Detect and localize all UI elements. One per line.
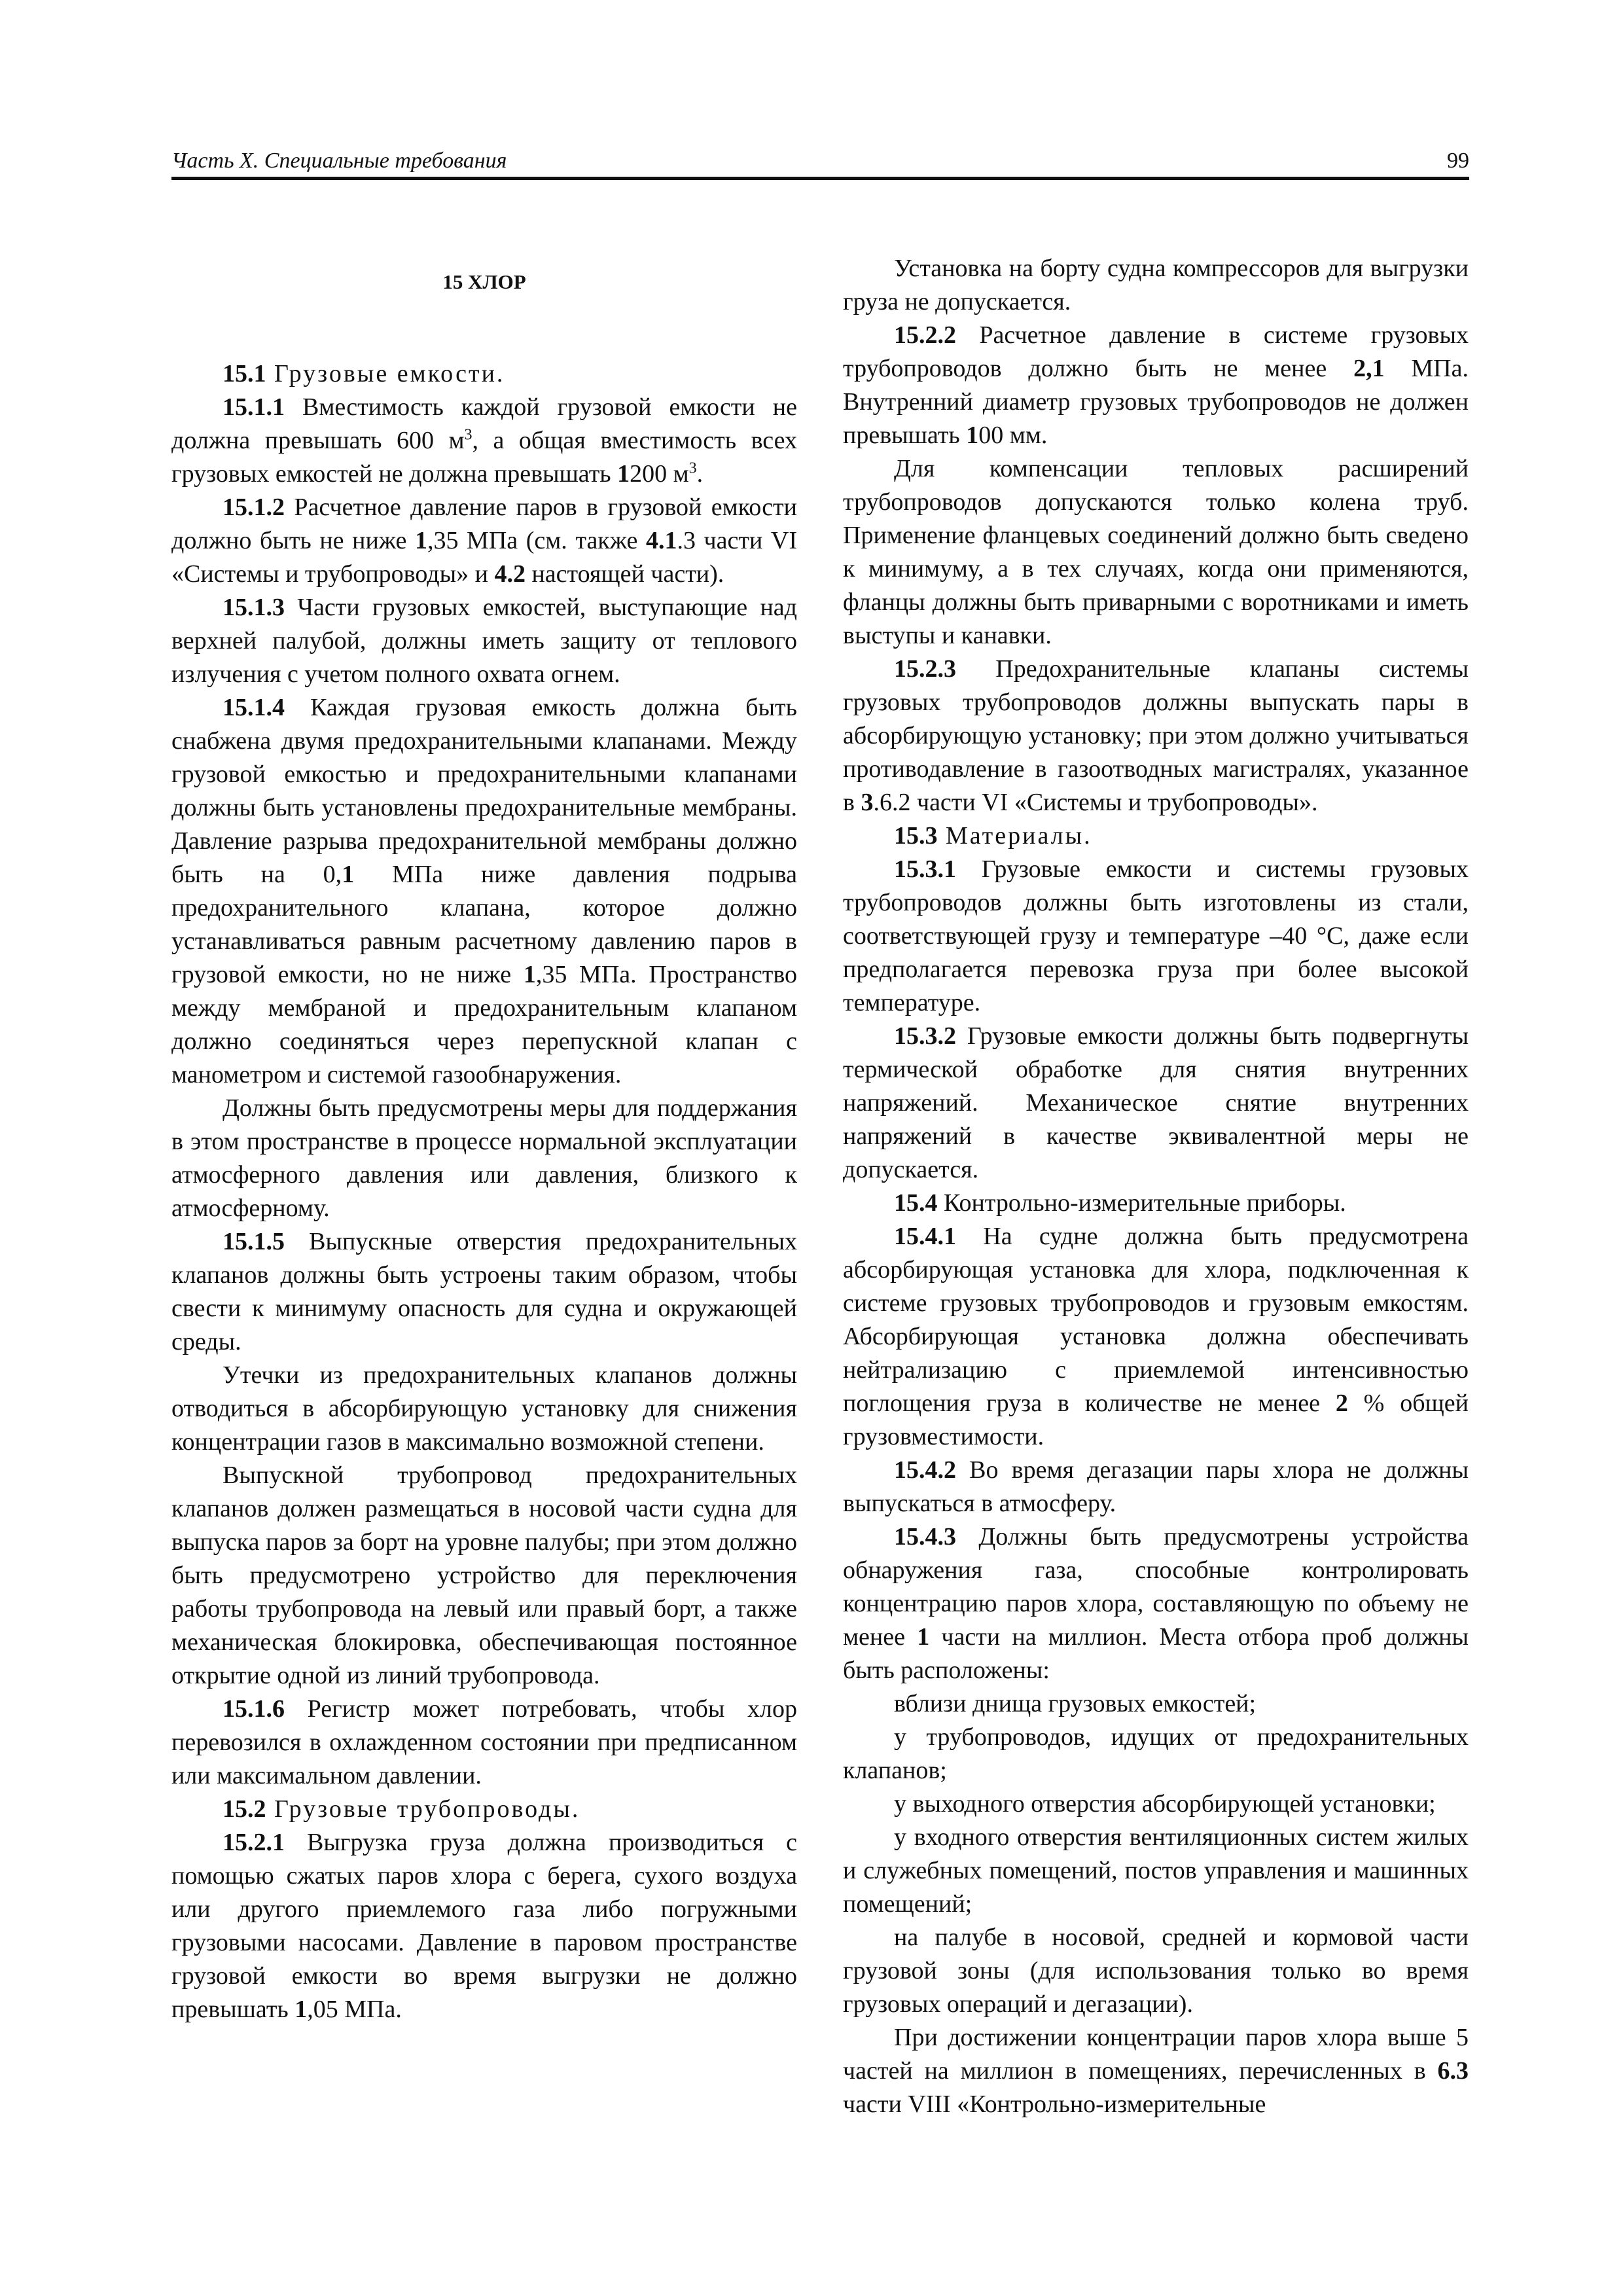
section-title: 15 ХЛОР bbox=[442, 270, 526, 293]
paragraph: Утечки из предохранительных клапанов должны отводиться в абсорбирующую установку для снижения концентрации газов в максимально возможной степени. bbox=[171, 1361, 797, 1456]
paragraph: 15.3 Материалы. bbox=[894, 822, 1092, 850]
paragraph: 15.1.3 Части грузовых емкостей, выступающие над верхней палубой, должны иметь защиту от теплового излучения с учетом полного охвата огнем. bbox=[171, 594, 797, 688]
page-number: 99 bbox=[1447, 149, 1469, 173]
header-rule bbox=[171, 177, 1469, 180]
paragraph: 15.4 Контрольно-измерительные приборы. bbox=[894, 1189, 1346, 1217]
paragraph: 15.1.6 Регистр может потребовать, чтобы хлор перевозился в охлажденном состоянии при предписанном или максимальном давлении. bbox=[171, 1695, 797, 1789]
paragraph: 15.1 Грузовые емкости. bbox=[223, 360, 505, 387]
paragraph: 15.1.2 Расчетное давление паров в грузовой емкости должно быть не ниже 1,35 МПа (см. также 4.1.3 части VI «Системы и трубопроводы» и 4.2 настоящей части). bbox=[171, 493, 797, 588]
paragraph: Должны быть предусмотрены меры для поддержания в этом пространстве в процессе нормальной эксплуатации атмосферного давления или давления, близкого к атмосферному. bbox=[171, 1094, 797, 1222]
paragraph: 15.3.2 Грузовые емкости должны быть подвергнуты термической обработке для снятия внутренних напряжений. Механическое снятие внутренних напряжений в качестве эквивалентной меры не допускается. bbox=[843, 1022, 1469, 1183]
paragraph: 15.3.1 Грузовые емкости и системы грузовых трубопроводов должны быть изготовлены из стали, соответствующей грузу и температуре –40 °С, даже если предполагается перевозка груза при более высокой температуре. bbox=[843, 855, 1469, 1016]
paragraph: 15.1.5 Выпускные отверстия предохранительных клапанов должны быть устроены таким образом, чтобы свести к минимуму опасность для судна и окружающей среды. bbox=[171, 1228, 797, 1355]
list-item: у входного отверстия вентиляционных систем жилых и служебных помещений, постов управления и машинных помещений; bbox=[843, 1823, 1469, 1918]
list-item: вблизи днища грузовых емкостей; bbox=[894, 1690, 1257, 1717]
list-item: у выходного отверстия абсорбирующей установки; bbox=[894, 1790, 1436, 1818]
list-item: у трубопроводов, идущих от предохранительных клапанов; bbox=[843, 1723, 1469, 1784]
paragraph: 15.4.3 Должны быть предусмотрены устройства обнаружения газа, способные контролировать концентрацию паров хлора, составляющую по объему не менее 1 части на миллион. Места отбора проб должны быть расположены: bbox=[843, 1523, 1469, 1684]
left-column bbox=[171, 252, 797, 2026]
header-title: Часть X. Специальные требования bbox=[171, 149, 507, 173]
paragraph: 15.2 Грузовые трубопроводы. bbox=[223, 1795, 580, 1823]
paragraph: Для компенсации тепловых расширений трубопроводов допускаются только колена труб. Применение фланцевых соединений должно быть сведено к минимуму, а в тех случаях, когда они применяются, фланцы должны быть приварными с воротниками и иметь выступы и канавки. bbox=[843, 455, 1469, 649]
paragraph: 15.4.2 Во время дегазации пары хлора не должны выпускаться в атмосферу. bbox=[843, 1456, 1469, 1517]
running-header bbox=[171, 147, 1469, 175]
paragraph: 15.4.1 На судне должна быть предусмотрена абсорбирующая установка для хлора, подключенная к системе грузовых трубопроводов и грузовым емкостям. Абсорбирующая установка должна обеспечивать нейтрализацию с приемлемой интенсивностью поглощения груза в количестве не менее 2 % общей грузовместимости. bbox=[843, 1223, 1469, 1450]
paragraph: 15.2.1 Выгрузка груза должна производиться с помощью сжатых паров хлора с берега, сухого воздуха или другого приемлемого газа либо погружными грузовыми насосами. Давление в паровом пространстве грузовой емкости во время выгрузки не должно превышать 1,05 МПа. bbox=[171, 1829, 797, 2023]
paragraph: 15.2.2 Расчетное давление в системе грузовых трубопроводов должно быть не менее 2,1 МПа. Внутренний диаметр грузовых трубопроводов не должен превышать 100 мм. bbox=[843, 321, 1469, 449]
paragraph: 15.1.1 Вместимость каждой грузовой емкости не должна превышать 600 $м^3$, а общая вместимость всех грузовых емкостей не должна превышать 1200 $м^3$. bbox=[171, 393, 797, 488]
paragraph: 15.2.3 Предохранительные клапаны системы грузовых трубопроводов должны выпускать пары в абсорбирующую установку; при этом должно учитываться противодавление в газоотводных магистралях, указанное в 3.6.2 части VI «Системы и трубопроводы». bbox=[843, 655, 1469, 816]
paragraph: Выпускной трубопровод предохранительных клапанов должен размещаться в носовой части судна для выпуска паров за борт на уровне палубы; при этом должно быть предусмотрено устройство для переключения работы трубопровода на левый или правый борт, а также механическая блокировка, обеспечивающая постоянное открытие одной из линий трубопровода. bbox=[171, 1462, 797, 1689]
paragraph: 15.1.4 Каждая грузовая емкость должна быть снабжена двумя предохранительными клапанами. Между грузовой емкостью и предохранительными клапанами должны быть установлены предохранительные мембраны. Давление разрыва предохранительной мембраны должно быть на 0,1 МПа ниже давления подрыва предохранительного клапана, которое должно устанавливаться равным расчетному давлению паров в грузовой емкости, но не ниже 1,35 МПа. Пространство между мембраной и предохранительным клапаном должно соединяться через перепускной клапан с манометром и системой газообнаружения. bbox=[171, 694, 798, 1088]
paragraph: Установка на борту судна компрессоров для выгрузки груза не допускается. bbox=[843, 255, 1469, 315]
list-item: на палубе в носовой, средней и кормовой части грузовой зоны (для использования только во время грузовых операций и дегазации). bbox=[843, 1924, 1469, 2018]
paragraph: При достижении концентрации паров хлора выше 5 частей на миллион в помещениях, перечисленных в 6.3 части VIII «Контрольно-измерительные bbox=[843, 2024, 1469, 2118]
right-column bbox=[843, 252, 1469, 2121]
